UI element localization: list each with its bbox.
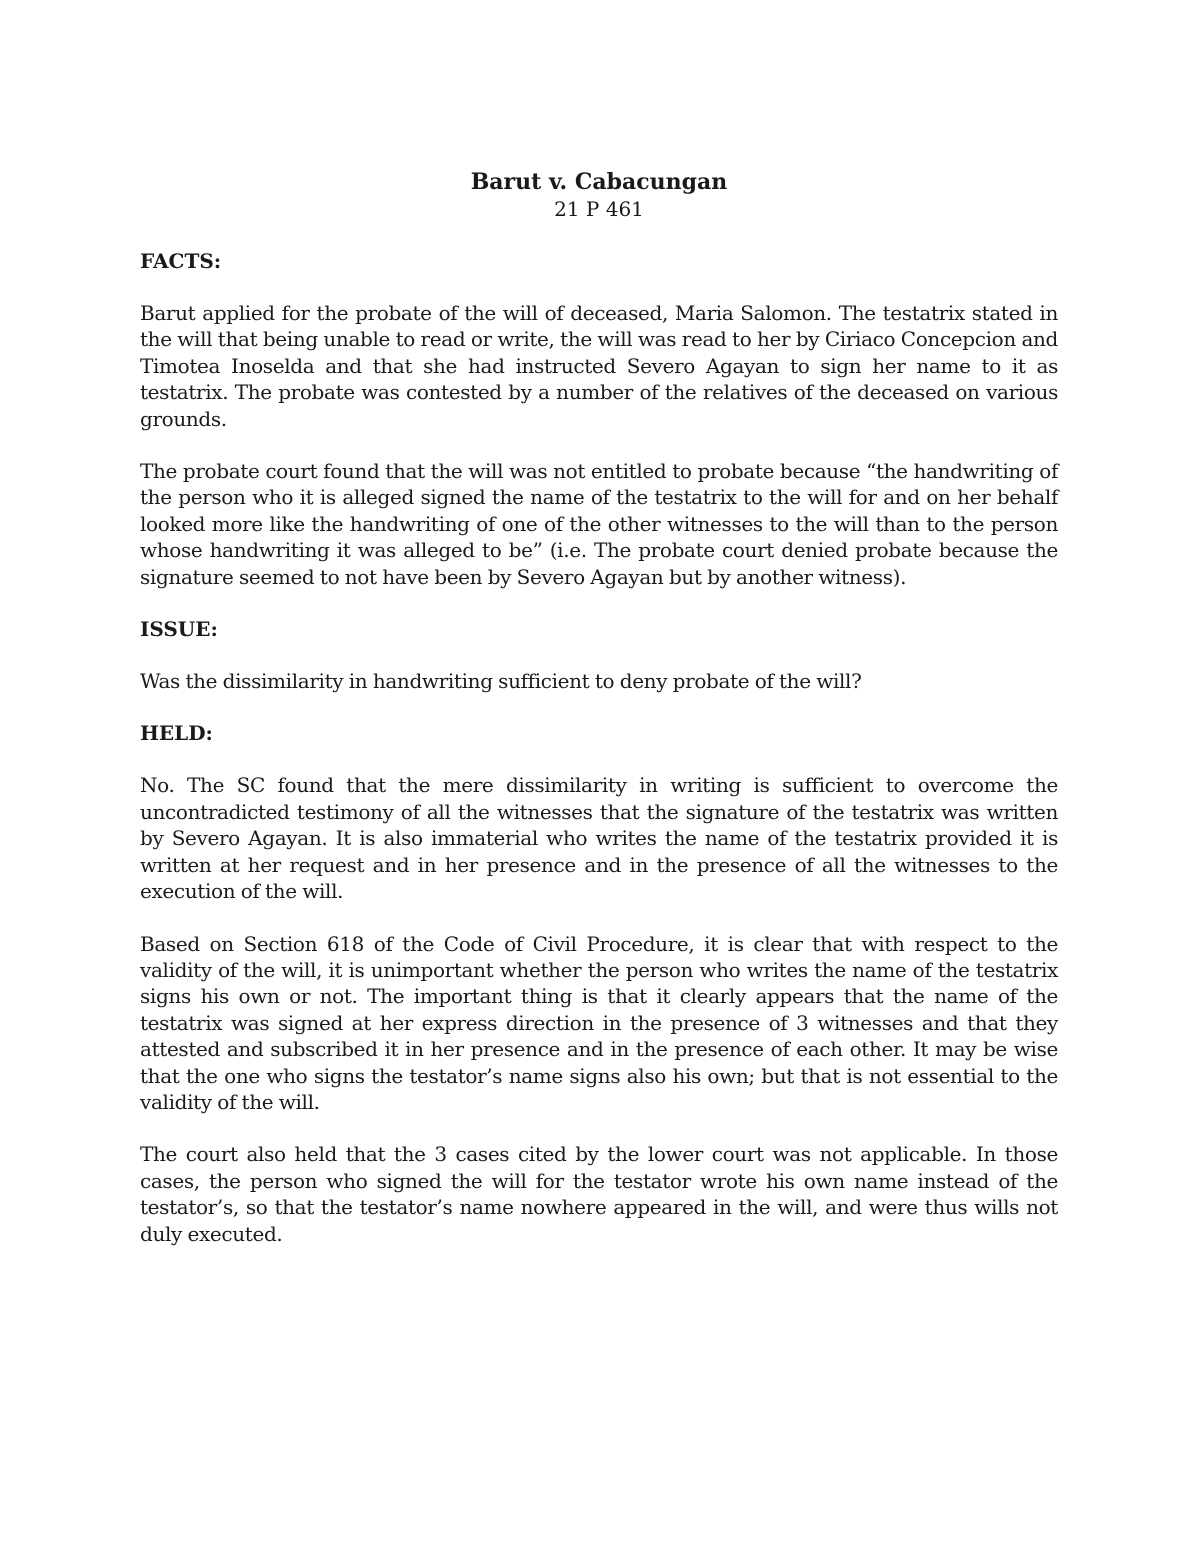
case-title: Barut v. Cabacungan	[470, 169, 728, 195]
held-paragraph: Based on Section 618 of the Code of Civil Procedure, it is clear that with respect to the validity of the will, it is unimportant whether the person who writes the name of the testatrix signs his own or not. The important thing is that it clearly appears that the name of the testatrix was signed at her express direction in the presence of 3 witnesses and that they attested and subscribed it in her presence and in the presence of each other. It may be wise that the one who signs the testator’s name signs also his own; but that is not essential to the validity of the will.	[140, 931, 1058, 1114]
issue-heading: ISSUE:	[140, 617, 218, 642]
held-section	[140, 720, 1058, 1247]
facts-paragraph: The probate court found that the will was not entitled to probate because “the handwriting of the person who it is alleged signed the name of the testatrix to the will for and on her behalf looked more like the handwriting of one of the other witnesses to the will than to the person whose handwriting it was alleged to be” (i.e. The probate court denied probate because the signature seemed to not have been by Severo Agayan but by another witness).	[140, 459, 1058, 589]
held-paragraph: The court also held that the 3 cases cited by the lower court was not applicable. In those cases, the person who signed the will for the testator wrote his own name instead of the testator’s, so that the testator’s name nowhere appeared in the will, and were thus wills not duly executed.	[140, 1142, 1058, 1246]
issue-paragraph: Was the dissimilarity in handwriting sufficient to deny probate of the will?	[140, 669, 862, 694]
facts-section	[140, 248, 1058, 590]
held-heading: HELD:	[140, 721, 213, 746]
facts-heading: FACTS:	[140, 249, 222, 273]
issue-section	[140, 616, 1058, 694]
case-citation: 21 P 461	[554, 197, 644, 221]
held-paragraph: No. The SC found that the mere dissimilarity in writing is sufficient to overcome the uncontradicted testimony of all the witnesses that the signature of the testatrix was written by Severo Agayan. It is also immaterial who writes the name of the testatrix provided it is written at her request and in her presence and in the presence of all the witnesses to the execution of the will.	[140, 773, 1058, 904]
facts-paragraph: Barut applied for the probate of the will of deceased, Maria Salomon. The testatrix stated in the will that being unable to read or write, the will was read to her by Ciriaco Concepcion and Timotea Inoselda and that she had instructed Severo Agayan to sign her name to it as testatrix. The probate was contested by a number of the relatives of the deceased on various grounds.	[140, 301, 1058, 431]
document-page	[140, 168, 1058, 1273]
